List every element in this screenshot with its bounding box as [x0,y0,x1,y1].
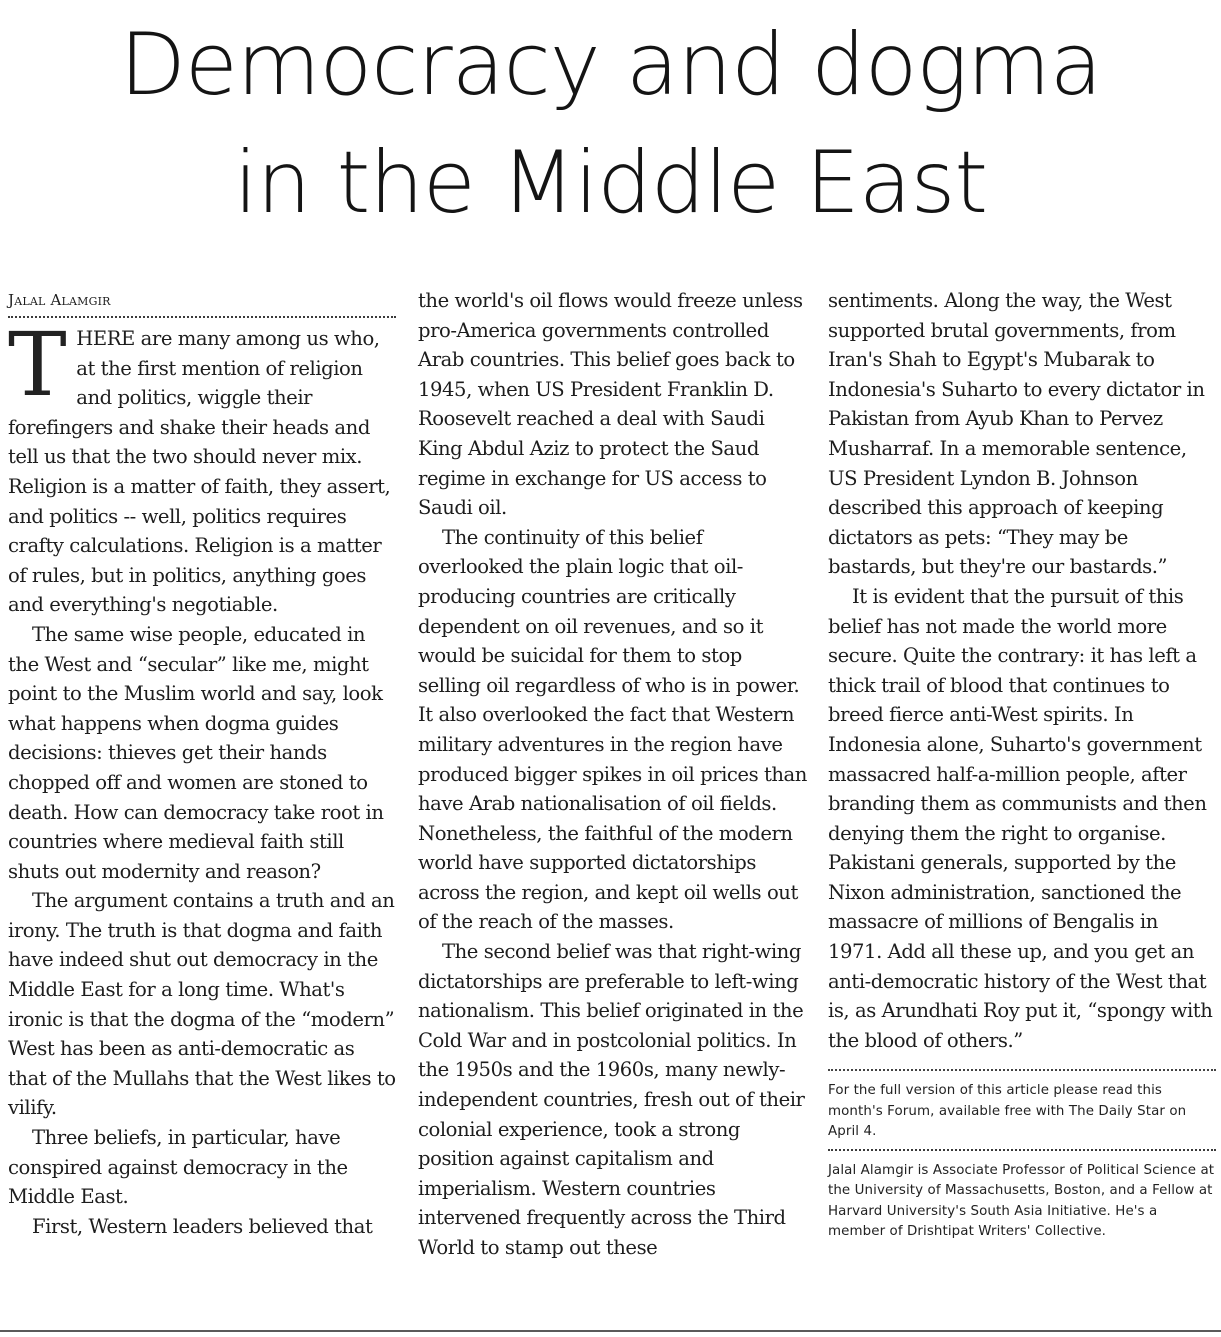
byline-divider [8,316,396,318]
dropcap: T [8,313,67,416]
forum-note: For the full version of this article please read this month's Forum, available free with The Daily Star on April 4. [828,1083,1187,1140]
paragraph: The continuity of this belief overlooked the plain logic that oil-producing countries are critically dependent on oil revenues, and so it would be suicidal for them to stop selling oil regardless of who is in power. It also overlooked the fact that Western military adventures in the region have produced bigger spikes in oil prices than have Arab nationalisation of oil fields. Nonetheless, the faithful of the modern world have supported dictatorships across the region, and kept oil wells out of the reach of the masses. [418,525,807,934]
column-3 [828,286,1216,1249]
paragraph: It is evident that the pursuit of this belief has not made the world more secure. Quite the contrary: it has left a thick trail of blood that continues to breed fierce anti-West spirits. In Indonesia alone, Suharto's government massacred half-a-million people, after branding them as communists and then denying them the right to organise. Pakistani generals, supported by the Nixon administration, sanctioned the massacre of millions of Bengalis in 1971. Add all these up, and you get an anti-democratic history of the West that is, as Arundhati Roy put it, “spongy with the blood of others.” [828,584,1213,1052]
column-2 [418,286,810,1263]
column-1 [8,286,396,1241]
paragraph: The second belief was that right-wing dictatorships are preferable to left-wing nationalism. This belief originated in the Cold War and in postcolonial politics. In the 1950s and the 1960s, many newly-independent countries, fresh out of their colonial experience, took a strong position against capitalism and imperialism. Western countries intervened frequently across the Third World to stamp out these [418,940,805,1259]
paragraph: sentiments. Along the way, the West supported brutal governments, from Iran's Shah to Egypt's Mubarak to Indonesia's Suharto to every dictator in Pakistan from Ayub Khan to Pervez Musharraf. In a memorable sentence, US President Lyndon B. Johnson described this approach of keeping dictators as pets: “They may be bastards, but they're our bastards.” [828,289,1205,579]
paragraph: The argument contains a truth and an irony. The truth is that dogma and faith have indeed shut out democracy in the Middle East for a long time. What's ironic is that the dogma of the “modern” West has been as anti-democratic as that of the Mullahs that the West likes to vilify. [8,889,396,1120]
bottom-rule [0,1330,1221,1332]
author-bio: Jalal Alamgir is Associate Professor of Political Science at the University of Massachusetts, Boston, and a Fellow at Harvard University's South Asia Initiative. He's a member of Drishtipat Writers' Collective. [828,1162,1215,1240]
headline [0,6,1221,242]
paragraph: the world's oil flows would freeze unless pro-America governments controlled Arab countries. This belief goes back to 1945, when US President Franklin D. Roosevelt reached a deal with Saudi King Abdul Aziz to protect the Saud regime in exchange for US access to Saudi oil. [418,289,803,520]
byline: Jalal Alamgir [8,291,111,309]
paragraph: First, Western leaders believed that [32,1214,373,1238]
paragraph: Three beliefs, in particular, have conspired against democracy in the Middle East. [8,1126,348,1209]
headline-line-1: Democracy and dogma [119,15,1102,115]
note-divider [828,1069,1216,1071]
headline-line-2: in the Middle East [233,133,988,233]
paragraph [8,313,396,620]
bio-divider [828,1149,1216,1151]
paragraph-text: HERE are many among us who, at the first mention of religion and politics, wiggle their forefingers and shake their heads and tell us that the two should never mix. Religion is a matter of faith, they assert, and politics -- well, politics requires crafty calculations. Religion is a matter of rules, but in politics, anything goes and everything's negotiable. [8,327,391,617]
paragraph: The same wise people, educated in the West and “secular” like me, might point to the Muslim world and say, look what happens when dogma guides decisions: thieves get their hands chopped off and women are stoned to death. How can democracy take root in countries where medieval faith still shuts out modernity and reason? [8,622,384,883]
